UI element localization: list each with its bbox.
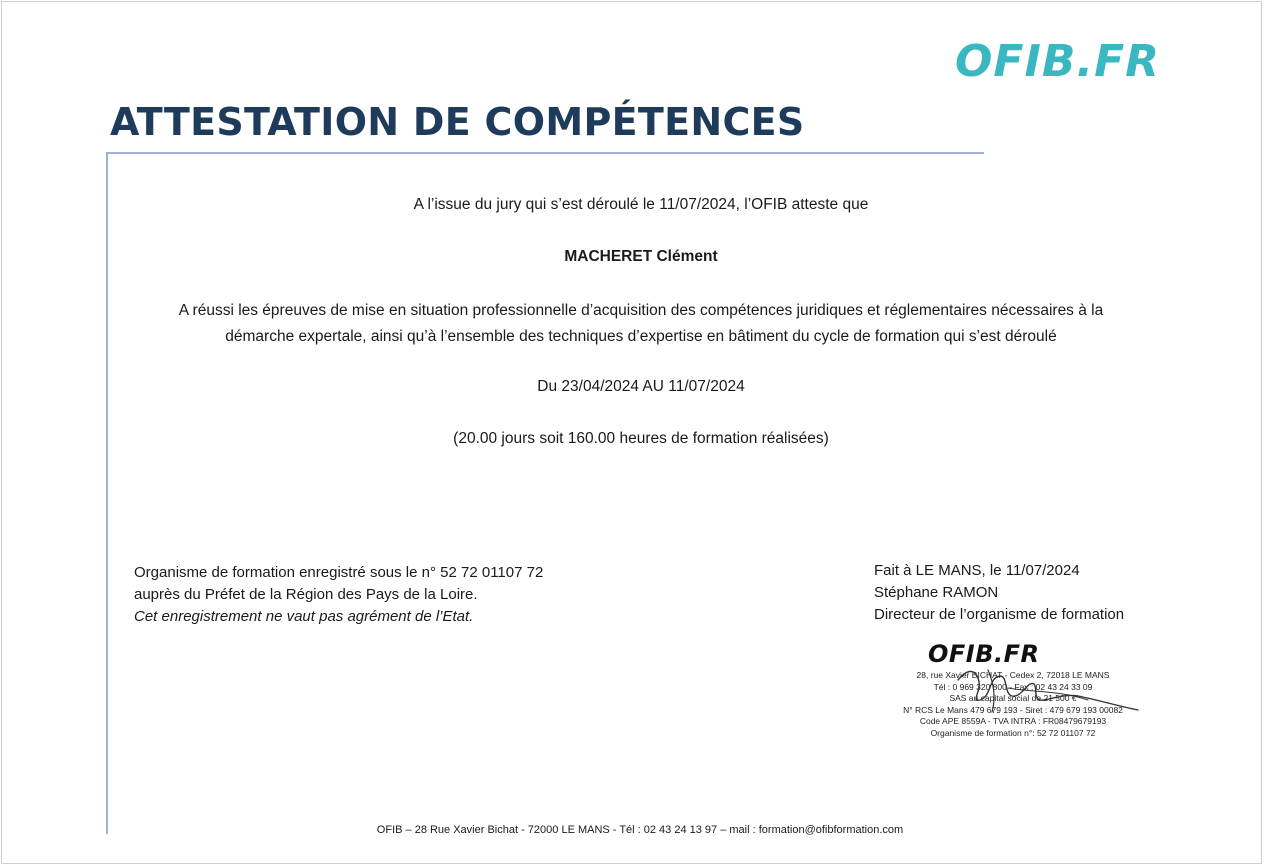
stamp-text bbox=[878, 670, 1148, 739]
stamp-line: SAS au capital social de 21 500 € bbox=[949, 693, 1077, 703]
company-stamp bbox=[878, 640, 1148, 745]
registration-disclaimer: Cet enregistrement ne vaut pas agrément de l’Etat. bbox=[134, 608, 474, 625]
registration-number: Organisme de formation enregistré sous le n° 52 72 01107 72 bbox=[134, 564, 544, 581]
signatory-role: Directeur de l’organisme de formation bbox=[874, 606, 1125, 623]
achievement-text bbox=[140, 298, 1142, 350]
stamp-line: Tél : 0 969 320 800 - Fax : 02 43 24 33 09 bbox=[933, 681, 1093, 692]
intro-text: A l’issue du jury qui s’est déroulé le 11/07/2024, l’OFIB atteste que bbox=[413, 196, 869, 213]
signatory-block bbox=[874, 560, 1194, 626]
footer-contact: OFIB – 28 Rue Xavier Bichat - 72000 LE MANS - Tél : 02 43 24 13 97 – mail : formation@ofibformation.com bbox=[376, 824, 904, 836]
ofib-logo: OFIB.FR bbox=[955, 36, 1161, 87]
stamp-line: 28, rue Xavier BICHAT - Cedex 2, 72018 LE MANS bbox=[916, 670, 1110, 680]
training-hours: (20.00 jours soit 160.00 heures de formation réalisées) bbox=[453, 430, 829, 447]
stamp-line: Organisme de formation n°: 52 72 01107 72 bbox=[930, 727, 1096, 738]
achievement-line-2: démarche expertale, ainsi qu’à l’ensemble des techniques d’expertise en bâtiment du cycle de formation qui s’est déroulé bbox=[225, 328, 1057, 345]
stamp-logo: OFIB.FR bbox=[928, 640, 1040, 668]
recipient-name: MACHERET Clément bbox=[564, 248, 718, 265]
page-title: ATTESTATION DE COMPÉTENCES bbox=[110, 100, 805, 144]
registration-prefecture: auprès du Préfet de la Région des Pays de la Loire. bbox=[134, 586, 478, 603]
signatory-name: Stéphane RAMON bbox=[874, 584, 999, 601]
title-underline bbox=[106, 152, 984, 154]
registration-block bbox=[134, 562, 594, 628]
left-margin-rule bbox=[106, 152, 108, 834]
stamp-line: Code APE 8559A - TVA INTRA : FR08479679193 bbox=[919, 716, 1107, 726]
stamp-line: N° RCS Le Mans 479 679 193 - Siret : 479 679 193 00082 bbox=[903, 704, 1123, 715]
achievement-line-1: A réussi les épreuves de mise en situation professionnelle d’acquisition des compétences juridiques et réglementaires nécessaires à la bbox=[178, 302, 1104, 319]
training-dates: Du 23/04/2024 AU 11/07/2024 bbox=[537, 378, 745, 395]
signature-place-date: Fait à LE MANS, le 11/07/2024 bbox=[874, 562, 1080, 579]
